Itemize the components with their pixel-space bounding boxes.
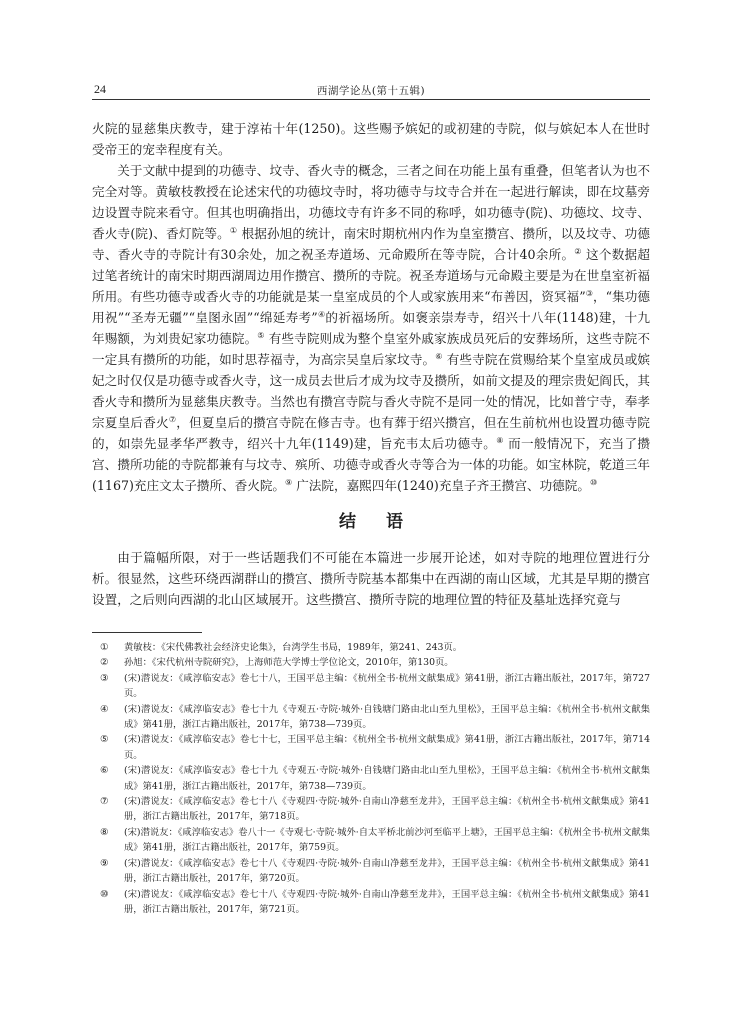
text-run: 这个数据超过笔者统计的南宋时期西湖周边用作攒宫、攒所的寺院。祝圣寿道场与元命殿主要是为在世皇室祈福所用。有些功德寺或香火寺的功能就是某一皇室成员的个人或家族用来“布善因，资冥福” [92, 247, 650, 304]
footnote-text: (宋)潜说友：《咸淳临安志》卷七十八《寺观四·寺院·城外·自南山净慈至龙井》，王国平总主编：《杭州全书·杭州文献集成》第41册，浙江古籍出版社，2017年，第721页。 [124, 888, 650, 915]
footnote [100, 640, 650, 655]
body-paragraphs [92, 118, 650, 496]
running-header [92, 81, 650, 100]
footnotes [100, 640, 650, 917]
footnote-text: (宋)潜说友：《咸淳临安志》卷七十八，王国平总主编：《杭州全书·杭州文献集成》第41册，浙江古籍出版社，2017年，第727页。 [124, 672, 650, 700]
text-run: 的祈福场所。如褒亲崇寿寺，绍兴十八年(1148)建，十九年赐额，为刘贵妃家功德院。 [92, 310, 650, 346]
footnote-mark: ⑦ [100, 796, 109, 808]
footnote-mark: ② [100, 657, 109, 669]
text-run: 根据孙旭的统计，南宋时期杭州内作为皇室攒宫、攒所，以及坟寺、功德寺、香火寺的寺院计有30余处，加之祝圣寿道场、元命殿所在等寺院，合计40余所。 [92, 226, 651, 262]
footnote-reference[interactable]: ⑩ [589, 477, 598, 487]
footnote-reference[interactable]: ① [229, 225, 238, 235]
body-paragraph [92, 547, 650, 610]
footnote-text: 黄敏枝：《宋代佛教社会经济史论集》，台湾学生书局，1989年，第241、243页。 [124, 642, 463, 653]
footnote-mark: ⑩ [100, 888, 109, 900]
footnote-reference[interactable]: ③ [585, 288, 593, 298]
text-run: 由于篇幅所限，对于一些话题我们不可能在本篇进一步展开论述，如对寺院的地理位置进行分析。很显然，这些环绕西湖群山的攒宫、攒所寺院基本都集中在西湖的南山区域，尤其是早期的攒宫设置，之后则向西湖的北山区域展开。这些攒宫、攒所寺院的地理位置的特征及墓址选择究竟与 [92, 550, 650, 607]
text-run: 有些寺院在赏赐给某个皇室成员或嫔妃之时仅仅是功德寺或香火寺，这一成员去世后才成为坟寺及攒所，如前文提及的理宗贵妃阎氏，其香火寺和攒所为显慈集庆教寺。当然也有攒宫寺院与香火寺院不是同一处的情况，比如普宁寺，奉孝宗夏皇后香火 [92, 352, 651, 430]
footnote-mark: ③ [100, 672, 109, 684]
text-run: ，但夏皇后的攒宫寺院在修吉寺。也有葬于绍兴攒宫，但在生前杭州也设置功德寺院的，如崇先显孝华严教寺，绍兴十九年(1149)建，旨充韦太后功德寺。 [92, 415, 651, 451]
footnote [100, 702, 650, 733]
text-run: 广法院，嘉熙四年(1240)充皇子齐王攒宫、功德院。 [292, 478, 590, 493]
footnote-rule [92, 632, 202, 633]
text-run: 有些寺院则成为整个皇室外戚家族成员死后的安葬场所，这些寺院不一定具有攒所的功能，如时思荐福寺，为高宗吴皇后家坟寺。 [92, 331, 650, 367]
footnote [100, 856, 650, 887]
footnote [100, 655, 650, 670]
footnote-reference[interactable]: ⑦ [168, 414, 177, 424]
footnote-reference[interactable]: ② [574, 246, 582, 256]
conclusion-paragraphs [92, 547, 650, 610]
footnote-mark: ① [100, 642, 109, 653]
footnote-text: (宋)潜说友：《咸淳临安志》卷七十八《寺观四·寺院·城外·自南山净慈至龙井》，王国平总主编：《杭州全书·杭州文献集成》第41册，浙江古籍出版社，2017年，第720页。 [124, 857, 650, 885]
main-text [92, 118, 650, 610]
footnote-text: 孙旭：《宋代杭州寺院研究》，上海师范大学博士学位论文，2010年，第130页。 [124, 657, 454, 669]
footnote-text: (宋)潜说友：《咸淳临安志》卷七十九《寺观五·寺院·城外·自钱塘门路由北山至九里松》，王国平总主编：《杭州全书·杭州文献集成》第41册，浙江古籍出版社，2017年，第738—739页。 [124, 703, 650, 731]
text-run: ，“集功德用祝”“圣寿无疆”“皇图永固”“绵延寿考” [92, 289, 650, 325]
text-run: 火院的显慈集庆教寺，建于淳祐十年(1250)。这些赐予嫔妃的或初建的寺院，似与嫔妃本人在世时受帝王的宠幸程度有关。 [92, 121, 650, 157]
page-number: 24 [94, 82, 106, 96]
footnote [100, 887, 650, 918]
footnote-reference[interactable]: ⑤ [257, 330, 265, 340]
footnote-text: (宋)潜说友：《咸淳临安志》卷八十一《寺观七·寺院·城外·自太平桥北前沙河至临平上塘》，王国平总主编：《杭州全书·杭州文献集成》第41册，浙江古籍出版社，2017年，第759页。 [124, 826, 650, 854]
footnote-reference[interactable]: ⑥ [435, 351, 443, 361]
footnote-mark: ④ [100, 703, 109, 715]
running-title: 西湖学论丛(第十五辑) [316, 85, 426, 97]
footnote-mark: ⑤ [100, 734, 109, 746]
footnote-reference[interactable]: ⑨ [285, 477, 293, 487]
footnote-mark: ⑨ [100, 857, 109, 869]
footnote-text: (宋)潜说友：《咸淳临安志》卷七十九《寺观五·寺院·城外·自钱塘门路由北山至九里松》，王国平总主编：《杭州全书·杭州文献集成》第41册，浙江古籍出版社，2017年，第738—739页。 [124, 765, 650, 792]
body-paragraph [92, 160, 650, 496]
text-run: 而一般情况下，充当了攒宫、攒所功能的寺院都兼有与坟寺、殡所、功德寺或香火寺等合为一体的功能。如宝林院，乾道三年(1167)充庄文太子攒所、香火院。 [92, 436, 650, 493]
footnote-text: (宋)潜说友：《咸淳临安志》卷七十八《寺观四·寺院·城外·自南山净慈至龙井》，王国平总主编：《杭州全书·杭州文献集成》第41册，浙江古籍出版社，2017年，第718页。 [124, 796, 650, 823]
footnote-reference[interactable]: ⑧ [496, 435, 504, 445]
footnote [100, 732, 650, 763]
section-title: 结 语 [339, 512, 415, 532]
footnote [100, 671, 650, 702]
text-run: 关于文献中提到的功德寺、坟寺、香火寺的概念，三者之间在功能上虽有重叠，但笔者认为也不完全对等。黄敏枝教授在论述宋代的功德坟寺时，将功德寺与坟寺合并在一起进行解读，即在坟墓旁边设置寺院来看守。但其也明确指出，功德坟寺有许多不同的称呼，如功德寺(院)、功德坟、坟寺、香火寺(院)、香灯院等。 [92, 163, 650, 241]
footnote-mark: ⑥ [100, 765, 109, 777]
footnote [100, 794, 650, 825]
footnote [100, 763, 650, 794]
footnote-reference[interactable]: ④ [317, 309, 326, 319]
body-paragraph [92, 118, 650, 160]
footnote-text: (宋)潜说友：《咸淳临安志》卷七十七，王国平总主编：《杭州全书·杭州文献集成》第41册，浙江古籍出版社，2017年，第714页。 [124, 734, 650, 761]
footnote [100, 825, 650, 856]
footnote-mark: ⑧ [100, 826, 109, 838]
